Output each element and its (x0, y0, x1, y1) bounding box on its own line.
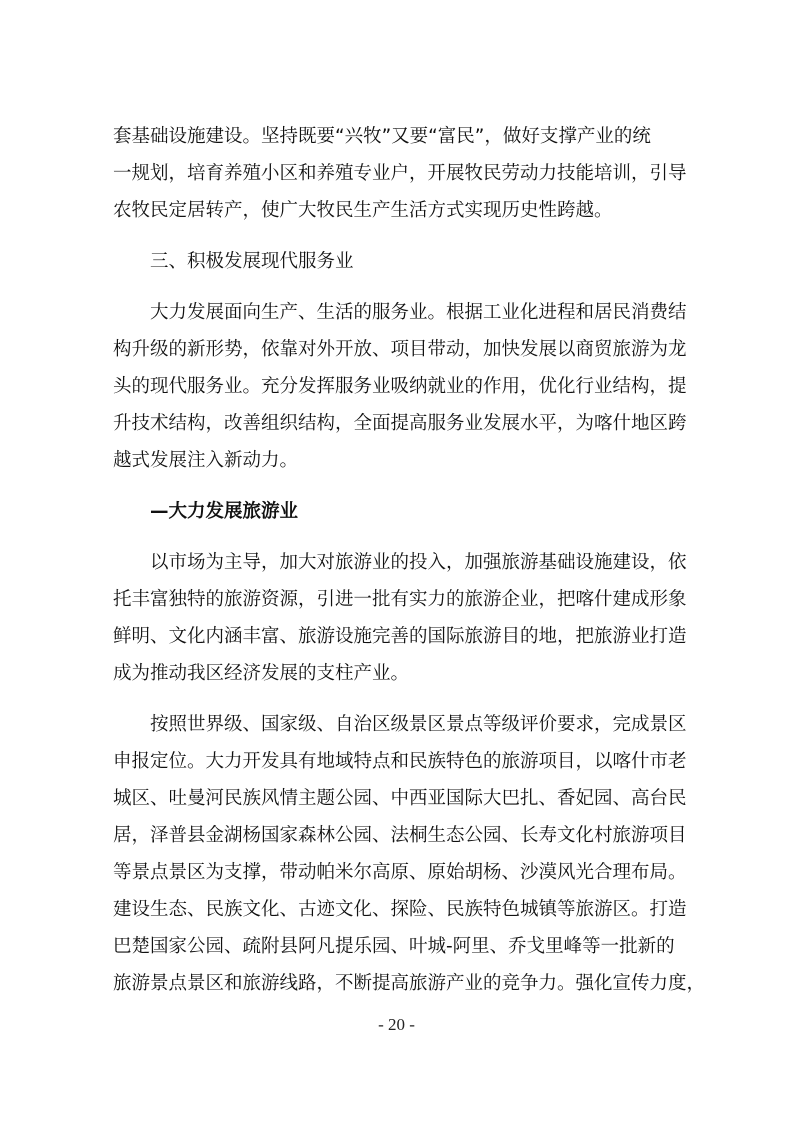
text-line: 以市场为主导，加大对旅游业的投入，加强旅游基础设施建设，依 (150, 552, 687, 573)
paragraph-continuation (113, 118, 693, 229)
page-number: - 20 - (378, 1015, 415, 1034)
paragraph-services (113, 294, 693, 479)
text-line: 农牧民定居转产，使广大牧民生产生活方式实现历史性跨越。 (113, 200, 613, 221)
text-line: 申报定位。大力开发具有地域特点和民族特色的旅游项目，以喀什市老 (113, 751, 687, 772)
text-line: 头的现代服务业。充分发挥服务业吸纳就业的作用，优化行业结构，提 (113, 376, 687, 397)
subheading-text: —大力发展旅游业 (150, 501, 299, 522)
text-line: 居，泽普县金湖杨国家森林公园、法桐生态公园、长寿文化村旅游项目 (113, 825, 687, 846)
text-line: 旅游景点景区和旅游线路，不断提高旅游产业的竞争力。强化宣传力度， (113, 973, 706, 994)
paragraph-tourism-market (113, 544, 693, 692)
paragraph-scenic-areas (113, 706, 706, 1002)
text-line: 构升级的新形势，依靠对外开放、项目带动，加快发展以商贸旅游为龙 (113, 339, 687, 360)
text-line: 大力发展面向生产、生活的服务业。根据工业化进程和居民消费结 (150, 302, 687, 323)
section-heading (113, 243, 693, 280)
text-line: 一规划，培育养殖小区和养殖专业户，开展牧民劳动力技能培训，引导 (113, 163, 687, 184)
text-line: 建设生态、民族文化、古迹文化、探险、民族特色城镇等旅游区。打造 (113, 899, 687, 920)
subheading (113, 493, 693, 530)
section-heading-text: 三、积极发展现代服务业 (150, 251, 354, 272)
text-line: 成为推动我区经济发展的支柱产业。 (113, 663, 410, 684)
text-line: 城区、吐曼河民族风情主题公园、中西亚国际大巴扎、香妃园、高台民 (113, 788, 687, 809)
text-line: 巴楚国家公园、疏附县阿凡提乐园、叶城-阿里、乔戈里峰等一批新的 (113, 936, 675, 957)
text-line: 等景点景区为支撑，带动帕米尔高原、原始胡杨、沙漠风光合理布局。 (113, 862, 687, 883)
text-line: 托丰富独特的旅游资源，引进一批有实力的旅游企业，把喀什建成形象 (113, 589, 687, 610)
text-line: 按照世界级、国家级、自治区级景区景点等级评价要求，完成景区 (150, 714, 687, 735)
text-line: 套基础设施建设。坚持既要“兴牧”又要“富民”，做好支撑产业的统 (113, 126, 651, 147)
text-line: 越式发展注入新动力。 (113, 450, 299, 471)
text-line: 升技术结构，改善组织结构，全面提高服务业发展水平，为喀什地区跨 (113, 413, 687, 434)
document-body (113, 118, 706, 1002)
text-line: 鲜明、文化内涵丰富、旅游设施完善的国际旅游目的地，把旅游业打造 (113, 626, 687, 647)
